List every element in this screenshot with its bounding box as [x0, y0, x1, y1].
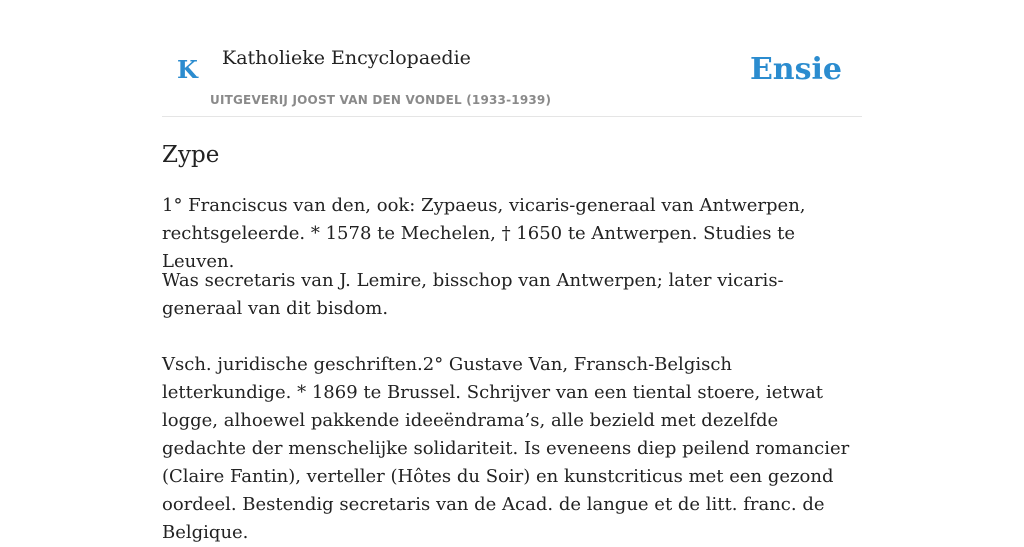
- article-title: Zype: [162, 142, 220, 168]
- encyclopedia-title: Katholieke Encyclopaedie: [222, 47, 471, 69]
- site-header: [162, 0, 862, 117]
- ensie-logo-link[interactable]: Ensie: [749, 52, 842, 87]
- article-paragraph: Was secretaris van J. Lemire, bisschop van Antwerpen; later vicaris-generaal van dit bisdom.: [162, 270, 784, 319]
- article-paragraph: Vsch. juridische geschriften.2° Gustave Van, Fransch-Belgisch letterkundige. * 1869 te Brussel. Schrijver van een tiental stoere, ietwat logge, alhoewel pakkende ideeëndrama’s, alle bezield met dezelfde gedachte der menschelijke solidariteit. Is eveneens diep peilend romancier (Claire Fantin), verteller (Hôtes du Soir) en kunstcriticus met een gezond oordeel. Bestendig secretaris van de Acad. de langue et de litt. franc. de Belgique.: [162, 354, 850, 543]
- page: [162, 0, 862, 543]
- article-paragraph: 1° Franciscus van den, ook: Zypaeus, vicaris-generaal van Antwerpen, rechtsgeleerde. * 1578 te Mechelen, † 1650 te Antwerpen. Studies te Leuven.: [162, 195, 806, 272]
- publisher-label: UITGEVERIJ JOOST VAN DEN VONDEL (1933-1939): [210, 93, 552, 107]
- encyclopedia-logo[interactable]: K: [177, 55, 198, 84]
